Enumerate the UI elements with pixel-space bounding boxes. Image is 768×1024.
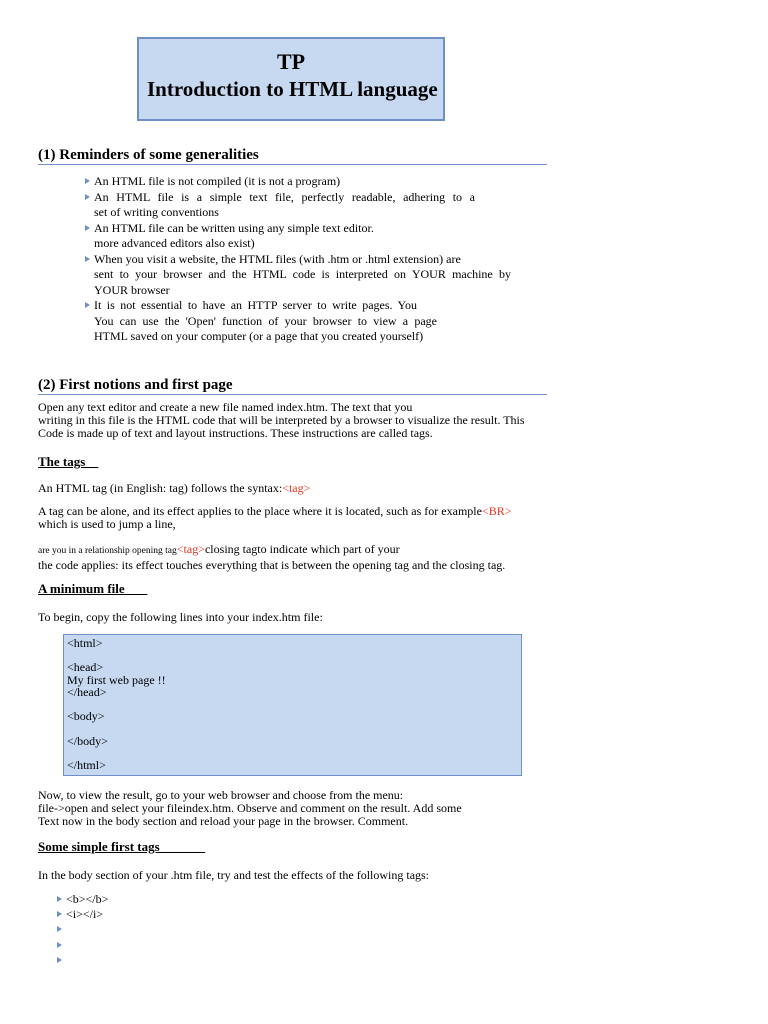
triangle-bullet-icon bbox=[85, 302, 90, 308]
triangle-bullet-icon bbox=[85, 178, 90, 184]
tag-alone-line-2: which is used to jump a line, bbox=[38, 517, 176, 532]
code-line: <body> bbox=[67, 709, 105, 724]
list-item bbox=[66, 892, 266, 907]
tags-heading: The tags bbox=[38, 454, 99, 469]
minimum-file-heading: A minimum file bbox=[38, 581, 148, 596]
tag-syntax-paragraph bbox=[38, 481, 310, 497]
tag-syntax-code: <tag> bbox=[282, 481, 311, 495]
code-line bbox=[67, 649, 521, 661]
bullet-line: HTML saved on your computer (or a page that you created yourself) bbox=[94, 329, 424, 343]
code-line bbox=[67, 747, 521, 759]
simple-tags-heading: Some simple first tags bbox=[38, 839, 206, 854]
code-line: </html> bbox=[67, 757, 106, 772]
code-line bbox=[67, 698, 521, 710]
bullet-line: An HTML file is not compiled (it is not a program) bbox=[94, 174, 341, 188]
code-line: <head> bbox=[67, 660, 104, 675]
code-line: My first web page !! bbox=[67, 672, 166, 687]
tag-pair-small-text: are you in a relationship opening tag bbox=[38, 546, 177, 556]
title-box bbox=[137, 37, 445, 121]
paragraph-line: Now, to view the result, go to your web browser and choose from the menu: bbox=[38, 788, 404, 802]
triangle-bullet-icon bbox=[57, 942, 62, 948]
tag-alone-paragraph bbox=[38, 505, 512, 531]
list-item bbox=[94, 174, 475, 190]
list-item bbox=[94, 251, 511, 299]
section-1-heading: (1) Reminders of some generalities bbox=[38, 146, 547, 165]
tag-example: <b></b> bbox=[66, 892, 109, 906]
bullet-line: sent to your browser and the HTML code is interpreted on YOUR machine by bbox=[94, 267, 511, 281]
paragraph-line: Text now in the body section and reload your page in the browser. Comment. bbox=[38, 813, 409, 828]
code-line: </head> bbox=[67, 684, 107, 699]
title-line-2: Introduction to HTML language bbox=[147, 77, 438, 101]
section-2-intro bbox=[38, 401, 538, 441]
triangle-bullet-icon bbox=[57, 926, 62, 932]
paragraph-line: file->open and select your fileindex.htm. Observe and comment on the result. Add some bbox=[38, 800, 462, 815]
bullet-line: When you visit a website, the HTML files (with .htm or .html extension) are bbox=[94, 251, 461, 266]
triangle-bullet-icon bbox=[85, 194, 90, 200]
title-line-1: TP bbox=[276, 49, 306, 74]
bullet-line: set of writing conventions bbox=[94, 205, 219, 219]
list-item bbox=[94, 221, 475, 252]
triangle-bullet-icon bbox=[57, 896, 62, 902]
simple-tags-list bbox=[66, 892, 266, 968]
list-item bbox=[66, 907, 266, 922]
tag-pair-paragraph bbox=[38, 543, 505, 572]
paragraph-line: writing in this file is the HTML code that will be interpreted by a browser to visualize the result. This bbox=[38, 413, 525, 428]
bullet-line: An HTML file can be written using any simple text editor. bbox=[94, 220, 374, 235]
paragraph-line: Code is made up of text and layout instructions. These instructions are called tags. bbox=[38, 426, 433, 441]
minimum-file-intro: To begin, copy the following lines into your index.htm file: bbox=[38, 610, 323, 624]
simple-tags-intro: In the body section of your .htm file, try and test the effects of the following tags: bbox=[38, 868, 430, 882]
code-line bbox=[67, 722, 521, 734]
tag-alone-text: A tag can be alone, and its effect applies to the place where it is located, such as for example bbox=[38, 504, 482, 518]
paragraph-line: Open any text editor and create a new file named index.htm. The text that you bbox=[38, 400, 413, 414]
code-block bbox=[63, 634, 522, 776]
list-item bbox=[66, 953, 266, 968]
list-item bbox=[66, 922, 266, 937]
triangle-bullet-icon bbox=[57, 911, 62, 917]
tag-pair-line-2: the code applies: its effect touches everything that is between the opening tag and the closing tag. bbox=[38, 557, 506, 572]
after-code-paragraph bbox=[38, 789, 462, 827]
bullet-line: An HTML file is a simple text file, perfectly readable, adhering to a bbox=[94, 189, 475, 204]
tag-example: <i></i> bbox=[66, 907, 104, 922]
tag-syntax-text: An HTML tag (in English: tag) follows the syntax: bbox=[38, 481, 283, 495]
triangle-bullet-icon bbox=[57, 957, 62, 963]
bullet-line: YOUR browser bbox=[94, 282, 170, 297]
tag-alone-code: <BR> bbox=[481, 504, 512, 518]
bullet-line: It is not essential to have an HTTP server to write pages. You bbox=[94, 298, 417, 312]
bullet-line: more advanced editors also exist) bbox=[94, 236, 255, 250]
triangle-bullet-icon bbox=[85, 256, 90, 262]
code-line: <html> bbox=[67, 636, 103, 650]
section-1-bullet-list bbox=[94, 174, 511, 345]
tag-pair-text: closing tagto indicate which part of your bbox=[204, 542, 400, 556]
list-item bbox=[66, 938, 266, 953]
list-item bbox=[94, 298, 475, 345]
bullet-line: You can use the 'Open' function of your browser to view a page bbox=[94, 313, 437, 328]
triangle-bullet-icon bbox=[85, 225, 90, 231]
section-2-heading: (2) First notions and first page bbox=[38, 376, 547, 395]
code-line: </body> bbox=[67, 733, 108, 748]
tag-pair-code: <tag> bbox=[176, 542, 205, 556]
list-item bbox=[94, 190, 475, 221]
